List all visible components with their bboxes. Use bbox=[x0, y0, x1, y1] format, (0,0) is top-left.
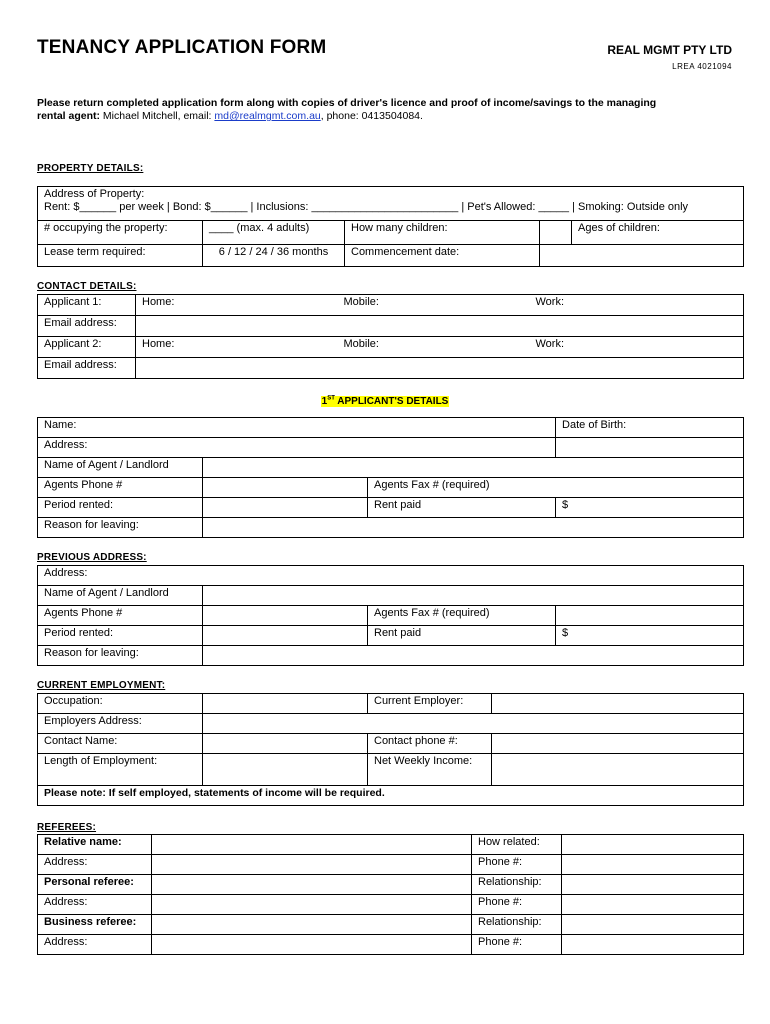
personal-phone-field[interactable] bbox=[562, 895, 744, 915]
property-address-cell[interactable] bbox=[38, 187, 744, 221]
reason-field[interactable] bbox=[203, 518, 744, 538]
contact-phone-field[interactable] bbox=[492, 734, 744, 754]
personal-address-label: Address: bbox=[38, 895, 152, 915]
prev-agent-field[interactable] bbox=[203, 586, 744, 606]
lease-options[interactable]: 6 / 12 / 24 / 36 months bbox=[203, 245, 345, 267]
emp-address-field[interactable] bbox=[203, 714, 744, 734]
agent-label: Name of Agent / Landlord bbox=[38, 458, 203, 478]
net-income-field[interactable] bbox=[492, 754, 744, 786]
max-adults-field[interactable]: ____ (max. 4 adults) bbox=[203, 221, 345, 245]
intro-phone-text: , phone: 0413504084. bbox=[320, 110, 423, 122]
applicant1-home[interactable]: Home: bbox=[136, 295, 338, 316]
lease-label: Lease term required: bbox=[38, 245, 203, 267]
relative-field[interactable] bbox=[152, 835, 472, 855]
applicant2-mobile[interactable]: Mobile: bbox=[338, 337, 530, 358]
business-address-field[interactable] bbox=[152, 935, 472, 955]
agents-fax-field[interactable]: Agents Fax # (required) bbox=[368, 478, 744, 498]
property-table bbox=[37, 186, 744, 267]
contact-name-field[interactable] bbox=[203, 734, 368, 754]
applicant-table bbox=[37, 417, 744, 538]
contact-name-label: Contact Name: bbox=[38, 734, 203, 754]
property-heading: PROPERTY DETAILS: bbox=[37, 163, 144, 174]
applicant1-email-label: Email address: bbox=[38, 316, 136, 337]
prev-rent-paid-label: Rent paid bbox=[368, 626, 556, 646]
length-label: Length of Employment: bbox=[38, 754, 203, 786]
agent-field[interactable] bbox=[203, 458, 744, 478]
business-phone-label: Phone #: bbox=[472, 935, 562, 955]
net-income-label: Net Weekly Income: bbox=[368, 754, 492, 786]
agents-phone-field[interactable] bbox=[203, 478, 368, 498]
business-address-label: Address: bbox=[38, 935, 152, 955]
business-relationship-label: Relationship: bbox=[472, 915, 562, 935]
how-related-field[interactable] bbox=[562, 835, 744, 855]
ages-label[interactable]: Ages of children: bbox=[572, 221, 744, 245]
rent-paid-label: Rent paid bbox=[368, 498, 556, 518]
name-field[interactable]: Name: bbox=[38, 418, 556, 438]
employer-label: Current Employer: bbox=[368, 694, 492, 714]
prev-agents-fax-field[interactable] bbox=[556, 606, 744, 626]
reason-label: Reason for leaving: bbox=[38, 518, 203, 538]
occupation-field[interactable] bbox=[203, 694, 368, 714]
children-field[interactable] bbox=[540, 221, 572, 245]
intro-instructions bbox=[37, 97, 737, 123]
page-title: TENANCY APPLICATION FORM bbox=[37, 37, 327, 58]
property-address-label: Address of Property: bbox=[44, 188, 145, 200]
personal-relationship-label: Relationship: bbox=[472, 875, 562, 895]
children-label: How many children: bbox=[345, 221, 540, 245]
prev-period-label: Period rented: bbox=[38, 626, 203, 646]
prev-agents-fax-label: Agents Fax # (required) bbox=[368, 606, 556, 626]
company-name: REAL MGMT PTY LTD bbox=[607, 43, 732, 57]
relative-address-label: Address: bbox=[38, 855, 152, 875]
agents-phone-label: Agents Phone # bbox=[38, 478, 203, 498]
agent-email-link[interactable]: md@realmgmt.com.au bbox=[214, 110, 321, 122]
prev-reason-label: Reason for leaving: bbox=[38, 646, 203, 666]
previous-heading: PREVIOUS ADDRESS: bbox=[37, 552, 147, 563]
applicant2-email-field[interactable] bbox=[136, 358, 744, 379]
applicant-heading bbox=[0, 391, 770, 409]
address-extra-field[interactable] bbox=[556, 438, 744, 458]
dob-field[interactable]: Date of Birth: bbox=[556, 418, 744, 438]
contact-table bbox=[37, 294, 744, 379]
personal-phone-label: Phone #: bbox=[472, 895, 562, 915]
occupying-label: # occupying the property: bbox=[38, 221, 203, 245]
period-label: Period rented: bbox=[38, 498, 203, 518]
previous-table bbox=[37, 565, 744, 666]
how-related-label: How related: bbox=[472, 835, 562, 855]
emp-address-label: Employers Address: bbox=[38, 714, 203, 734]
applicant1-email-field[interactable] bbox=[136, 316, 744, 337]
applicant-heading-num: 1 bbox=[321, 396, 328, 407]
applicant1-work[interactable]: Work: bbox=[530, 295, 744, 316]
prev-period-field[interactable] bbox=[203, 626, 368, 646]
applicant1-mobile[interactable]: Mobile: bbox=[338, 295, 530, 316]
occupation-label: Occupation: bbox=[38, 694, 203, 714]
rent-paid-field[interactable]: $ bbox=[556, 498, 744, 518]
rent-line: Rent: $______ per week | Bond: $______ | Inclusions: ________________________ | Pet's Allowed: _____ | Smoking: Outside only bbox=[44, 201, 689, 213]
prev-agent-label: Name of Agent / Landlord bbox=[38, 586, 203, 606]
period-field[interactable] bbox=[203, 498, 368, 518]
contact-heading: CONTACT DETAILS: bbox=[37, 281, 137, 292]
relative-address-field[interactable] bbox=[152, 855, 472, 875]
applicant2-work[interactable]: Work: bbox=[530, 337, 744, 358]
address-field[interactable]: Address: bbox=[38, 438, 556, 458]
prev-agents-phone-field[interactable] bbox=[203, 606, 368, 626]
personal-address-field[interactable] bbox=[152, 895, 472, 915]
personal-label: Personal referee: bbox=[38, 875, 152, 895]
relative-label: Relative name: bbox=[38, 835, 152, 855]
licence-number: LREA 4021094 bbox=[672, 62, 732, 71]
applicant-heading-sup: ST bbox=[327, 395, 335, 402]
applicant2-email-label: Email address: bbox=[38, 358, 136, 379]
relative-phone-label: Phone #: bbox=[472, 855, 562, 875]
applicant1-label: Applicant 1: bbox=[38, 295, 136, 316]
commencement-label: Commencement date: bbox=[345, 245, 540, 267]
prev-address-field[interactable]: Address: bbox=[38, 566, 744, 586]
personal-relationship-field[interactable] bbox=[562, 875, 744, 895]
intro-agent-text: Michael Mitchell, email: bbox=[100, 110, 215, 122]
contact-phone-label: Contact phone #: bbox=[368, 734, 492, 754]
applicant-heading-text: APPLICANT'S DETAILS bbox=[334, 396, 449, 407]
self-employed-note: Please note: If self employed, statements of income will be required. bbox=[38, 786, 744, 806]
commencement-field[interactable] bbox=[540, 245, 744, 267]
intro-line1: Please return completed application form along with copies of driver's licence and proof of income/savings to the managing bbox=[37, 97, 657, 109]
referees-table bbox=[37, 834, 744, 955]
prev-agents-phone-label: Agents Phone # bbox=[38, 606, 203, 626]
applicant2-label: Applicant 2: bbox=[38, 337, 136, 358]
prev-rent-paid-field[interactable]: $ bbox=[556, 626, 744, 646]
length-field[interactable] bbox=[203, 754, 368, 786]
employment-table bbox=[37, 693, 744, 806]
personal-field[interactable] bbox=[152, 875, 472, 895]
intro-agent-label: rental agent: bbox=[37, 110, 101, 122]
applicant2-home[interactable]: Home: bbox=[136, 337, 338, 358]
business-field[interactable] bbox=[152, 915, 472, 935]
prev-reason-field[interactable] bbox=[203, 646, 744, 666]
business-phone-field[interactable] bbox=[562, 935, 744, 955]
business-relationship-field[interactable] bbox=[562, 915, 744, 935]
employment-heading: CURRENT EMPLOYMENT: bbox=[37, 680, 166, 691]
business-label: Business referee: bbox=[38, 915, 152, 935]
relative-phone-field[interactable] bbox=[562, 855, 744, 875]
referees-heading: REFEREES: bbox=[37, 822, 97, 833]
employer-field[interactable] bbox=[492, 694, 744, 714]
